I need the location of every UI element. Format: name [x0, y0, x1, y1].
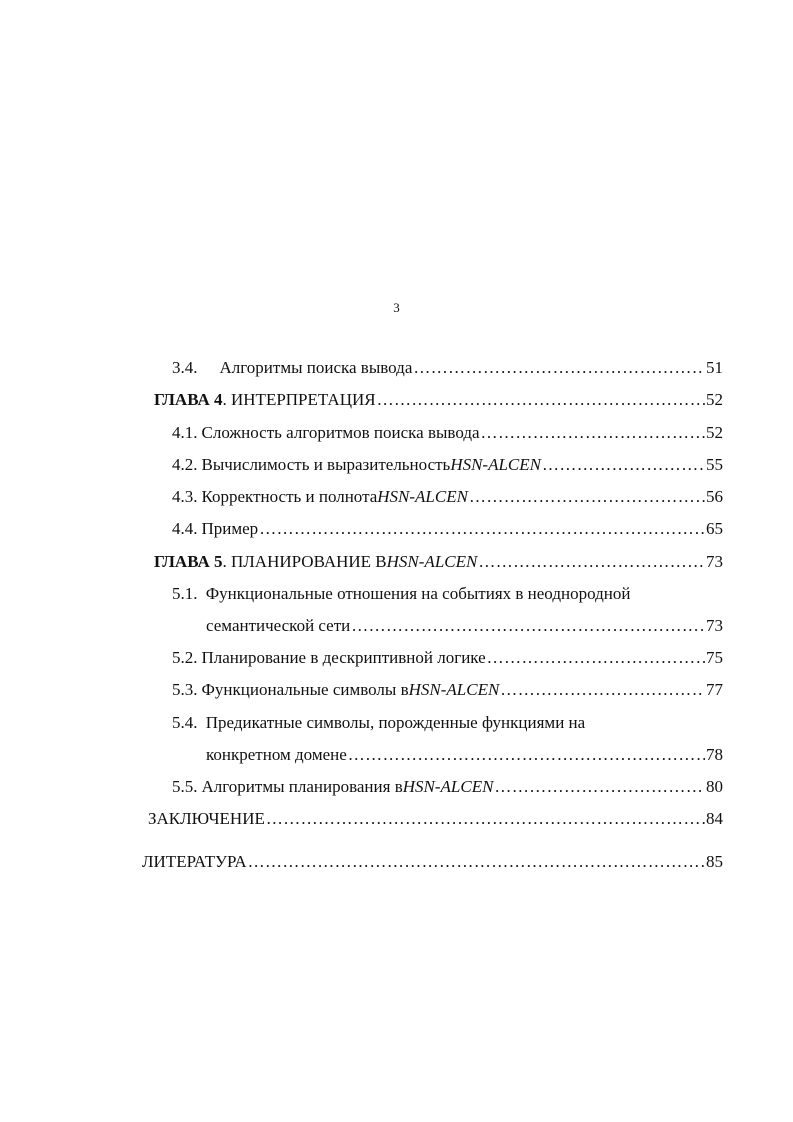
- dot-leader: [487, 646, 705, 670]
- dot-leader: [351, 614, 705, 638]
- toc-entry-number: 4.2.: [172, 455, 198, 474]
- toc-entry-number: 5.1.: [172, 584, 198, 603]
- toc-entry-page: 55: [706, 455, 723, 474]
- toc-entry-title-italic: HSN-ALCEN: [450, 455, 541, 474]
- toc-entry-page: 65: [706, 519, 723, 538]
- toc-entry-title-italic: HSN-ALCEN: [386, 552, 478, 571]
- toc-entry-4-4[interactable]: [172, 517, 723, 541]
- dot-leader: [377, 388, 705, 412]
- toc-entry-5-2[interactable]: [172, 646, 723, 670]
- toc-entry-page: 85: [706, 852, 723, 871]
- toc-entry-3-4[interactable]: [172, 356, 723, 380]
- dot-leader: [481, 421, 705, 445]
- toc-entry-title: Алгоритмы планирования в: [201, 777, 403, 796]
- toc-entry-5-5[interactable]: [172, 775, 723, 799]
- toc-entry-title: Пример: [201, 519, 259, 538]
- toc-entry-title: . ИНТЕРПРЕТАЦИЯ: [222, 390, 376, 409]
- toc-entry-5-4[interactable]: [172, 711, 723, 735]
- dot-leader: [478, 550, 705, 574]
- toc-entry-page: 84: [706, 809, 723, 828]
- toc-entry-title: Функциональные символы в: [201, 680, 409, 699]
- toc-entry-title: Планирование в дескриптивной логике: [201, 648, 486, 667]
- toc-entry-number: 4.4.: [172, 519, 198, 538]
- toc-entry-4-2[interactable]: [172, 453, 723, 477]
- toc-entry-number: 5.2.: [172, 648, 198, 667]
- toc-entry-title-line-2: семантической сети: [206, 616, 351, 635]
- toc-chapter-label: ГЛАВА 4: [154, 390, 223, 409]
- toc-entry-number: 3.4.: [172, 358, 198, 377]
- toc-entry-4-3[interactable]: [172, 485, 723, 509]
- toc-entry-page: 56: [706, 487, 723, 506]
- toc-entry-number: 4.3.: [172, 487, 198, 506]
- toc-entry-title: ЗАКЛЮЧЕНИЕ: [148, 809, 265, 828]
- toc-entry-title-italic: HSN-ALCEN: [408, 680, 500, 699]
- toc-entry-number: 5.4.: [172, 713, 198, 732]
- dot-leader: [494, 775, 705, 799]
- toc-entry-title-italic: HSN-ALCEN: [377, 487, 468, 506]
- dot-leader: [348, 743, 705, 767]
- toc-entry-number: 5.5.: [172, 777, 198, 796]
- toc-entry-title: Алгоритмы поиска вывода: [219, 358, 413, 377]
- toc-entry-page: 52: [706, 390, 723, 409]
- toc-entry-4-1[interactable]: [172, 421, 723, 445]
- toc-entry-page: 52: [706, 423, 723, 442]
- dot-leader: [259, 517, 705, 541]
- dot-leader: [266, 807, 705, 831]
- toc-entry-page: 77: [706, 680, 723, 699]
- toc-entry-page: 75: [706, 648, 723, 667]
- toc-entry-page: 73: [706, 616, 723, 635]
- toc-entry-5-1[interactable]: [172, 582, 723, 606]
- dot-leader: [500, 678, 705, 702]
- toc-entry-title: Корректность и полнота: [201, 487, 378, 506]
- dot-leader: [413, 356, 705, 380]
- toc-entry-number: 4.1.: [172, 423, 198, 442]
- toc-entry-5-3[interactable]: [172, 678, 723, 702]
- dot-leader: [248, 850, 705, 874]
- toc-chapter-4[interactable]: [154, 388, 723, 412]
- toc-entry-page: 78: [706, 745, 723, 764]
- toc-entry-title: Сложность алгоритмов поиска вывода: [201, 423, 480, 442]
- toc-entry-title-line-1: Функциональные отношения на событиях в неоднородной: [205, 584, 631, 603]
- toc-chapter-5[interactable]: [154, 550, 723, 574]
- toc-entry-title: ЛИТЕРАТУРА: [142, 852, 247, 871]
- toc-entry-title-italic: HSN-ALCEN: [402, 777, 494, 796]
- toc-entry-title-line-2: конкретном домене: [206, 745, 347, 764]
- toc-entry-page: 51: [706, 358, 723, 377]
- toc-entry-number: 5.3.: [172, 680, 198, 699]
- toc-entry-page: 80: [706, 777, 723, 796]
- toc-chapter-label: ГЛАВА 5: [154, 552, 223, 571]
- toc-entry-title: . ПЛАНИРОВАНИЕ В: [222, 552, 387, 571]
- toc-entry-page: 73: [706, 552, 723, 571]
- page-number: 3: [393, 300, 400, 315]
- toc-entry-title: Вычислимость и выразительность: [201, 455, 451, 474]
- dot-leader: [542, 453, 705, 477]
- toc-entry-title-line-1: Предикатные символы, порожденные функциями на: [205, 713, 586, 732]
- toc-entry-5-1-continued[interactable]: [206, 614, 723, 638]
- dot-leader: [469, 485, 705, 509]
- toc-literature[interactable]: [142, 850, 723, 874]
- toc-conclusion[interactable]: [148, 807, 723, 831]
- toc-entry-5-4-continued[interactable]: [206, 743, 723, 767]
